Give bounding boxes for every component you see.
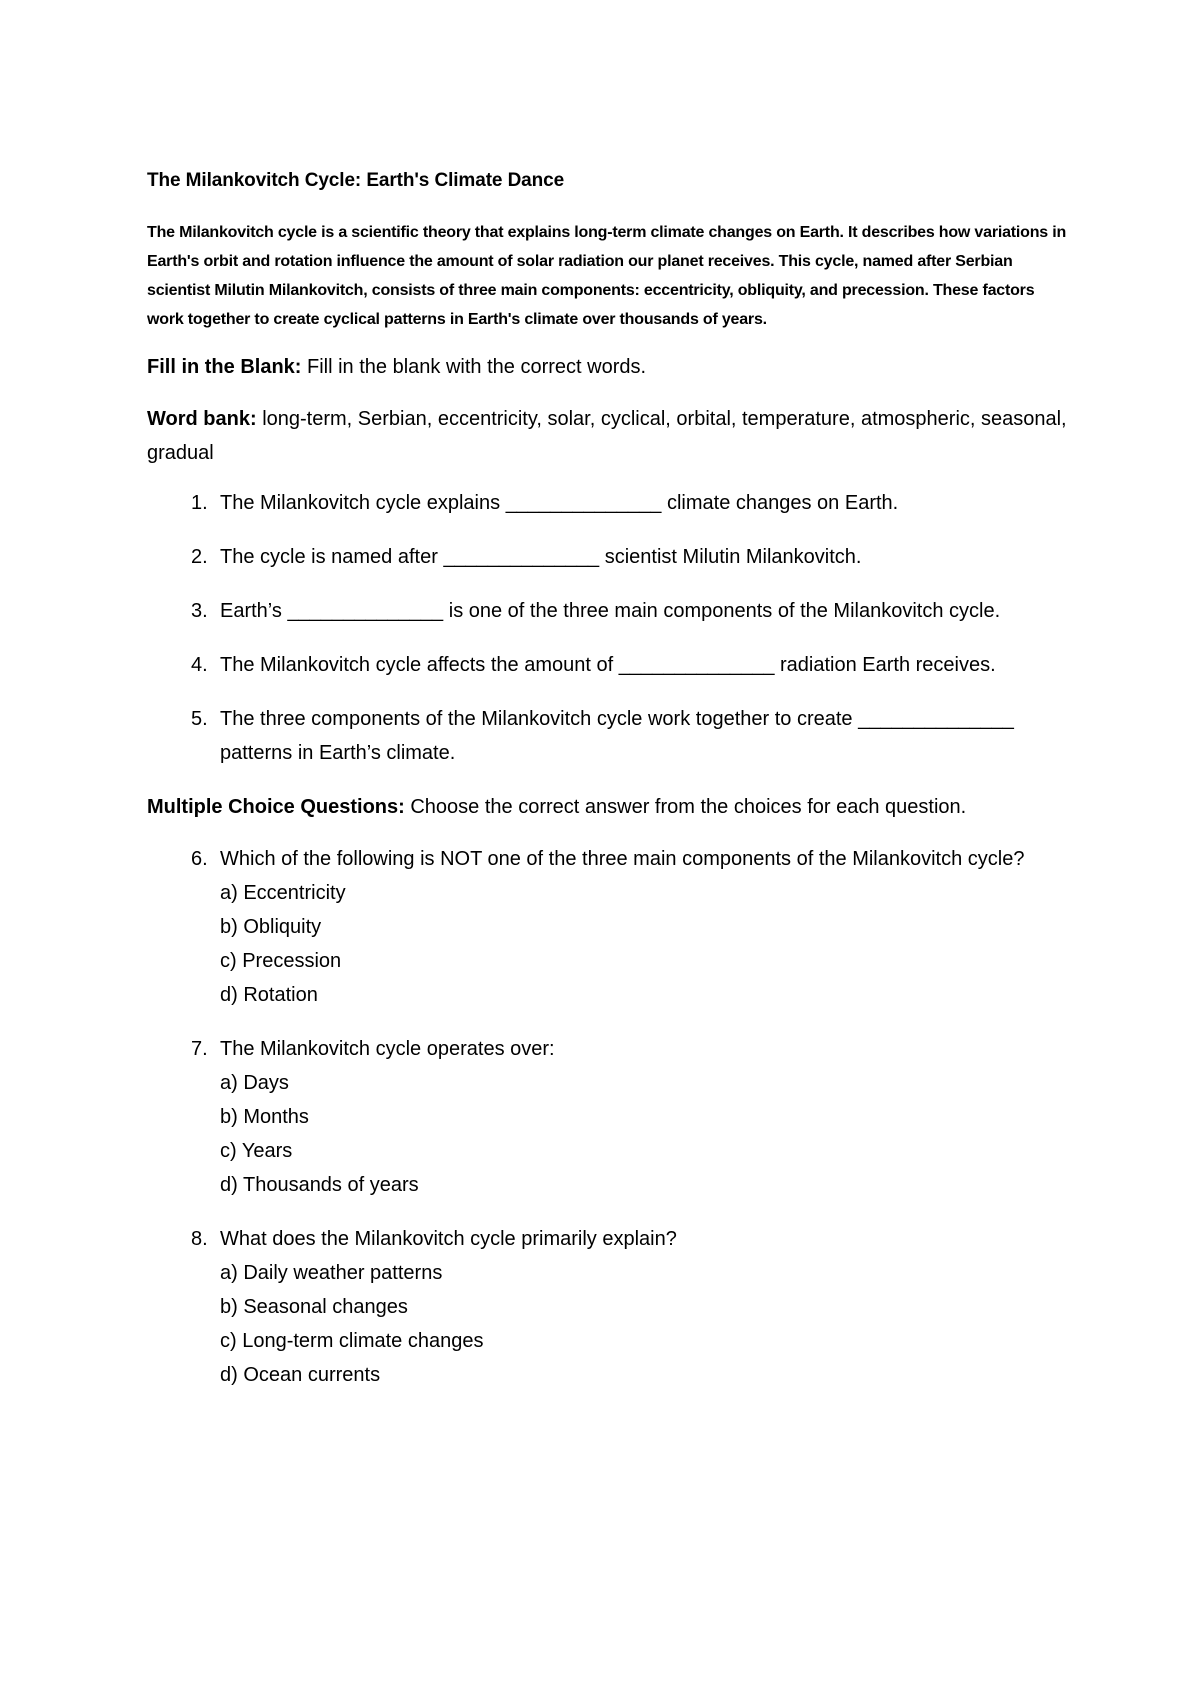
multiple-choice-heading <box>147 790 1067 824</box>
choice-d[interactable]: d) Rotation <box>220 984 318 1006</box>
question-text-after: is one of the three main components of the Milankovitch cycle. <box>443 600 1001 622</box>
choice-d[interactable]: d) Ocean currents <box>220 1364 381 1386</box>
choice-c[interactable]: c) Precession <box>220 950 342 972</box>
fill-in-question-2 <box>147 540 1067 574</box>
multiple-choice-heading-lead: Multiple Choice Questions: <box>147 796 405 818</box>
choice-b[interactable]: b) Obliquity <box>220 916 322 938</box>
answer-blank[interactable]: ______________ <box>618 654 775 676</box>
fill-in-question-list <box>147 486 1067 770</box>
question-text-before: The Milankovitch cycle explains <box>220 492 506 514</box>
question-text-before: Earth’s <box>220 600 288 622</box>
question-text: The Milankovitch cycle operates over: <box>220 1038 555 1060</box>
fill-in-heading-lead: Fill in the Blank: <box>147 356 302 378</box>
question-number: 8. <box>191 1228 208 1250</box>
fill-in-question-1 <box>147 486 1067 520</box>
question-text-before: The Milankovitch cycle affects the amount of <box>220 654 619 676</box>
multiple-choice-question-8 <box>147 1222 1067 1392</box>
choice-c[interactable]: c) Years <box>220 1140 293 1162</box>
multiple-choice-heading-rest: Choose the correct answer from the choices for each question. <box>404 796 967 818</box>
fill-in-heading <box>147 350 1067 384</box>
answer-blank[interactable]: ______________ <box>443 546 600 568</box>
multiple-choice-question-7 <box>147 1032 1067 1202</box>
question-number: 5. <box>191 708 208 730</box>
answer-blank[interactable]: ______________ <box>858 708 1014 730</box>
multiple-choice-question-list <box>147 842 1067 1392</box>
choice-a[interactable]: a) Days <box>220 1072 289 1094</box>
choice-b[interactable]: b) Seasonal changes <box>220 1296 408 1318</box>
question-number: 1. <box>191 492 208 514</box>
fill-in-question-3 <box>147 594 1067 628</box>
answer-blank[interactable]: ______________ <box>505 492 662 514</box>
document-title: The Milankovitch Cycle: Earth's Climate Dance <box>147 170 565 191</box>
question-text-after: scientist Milutin Milankovitch. <box>599 546 862 568</box>
fill-in-question-4 <box>147 648 1067 682</box>
question-text-after: patterns in Earth’s climate. <box>220 742 456 764</box>
question-number: 7. <box>191 1038 208 1060</box>
question-text: What does the Milankovitch cycle primarily explain? <box>220 1228 677 1250</box>
choice-b[interactable]: b) Months <box>220 1106 309 1128</box>
word-bank-words: long-term, Serbian, eccentricity, solar, cyclical, orbital, temperature, atmospheric, seasonal, gradual <box>147 408 1067 464</box>
choice-d[interactable]: d) Thousands of years <box>220 1174 419 1196</box>
question-number: 6. <box>191 848 208 870</box>
question-number: 4. <box>191 654 208 676</box>
fill-in-heading-rest: Fill in the blank with the correct words. <box>301 356 647 378</box>
question-text-after: climate changes on Earth. <box>661 492 899 514</box>
question-text: Which of the following is NOT one of the three main components of the Milankovitch cycle? <box>220 848 1025 870</box>
choice-a[interactable]: a) Daily weather patterns <box>220 1262 443 1284</box>
fill-in-question-5 <box>147 702 1067 770</box>
word-bank-lead: Word bank: <box>147 408 257 430</box>
document-content <box>147 168 1067 1412</box>
multiple-choice-question-6 <box>147 842 1067 1012</box>
answer-blank[interactable]: ______________ <box>287 600 444 622</box>
question-text-before: The three components of the Milankovitch cycle work together to create <box>220 708 859 730</box>
intro-paragraph: The Milankovitch cycle is a scientific theory that explains long-term climate changes on Earth. It describes how variations in Earth's orbit and rotation influence the amount of solar radiation our planet receives. This cycle, named after Serbian scientist Milutin Milankovitch, consists of three main components: eccentricity, obliquity, and precession. These factors work together to create cyclical patterns in Earth's climate over thousands of years. <box>147 224 1067 328</box>
question-number: 3. <box>191 600 208 622</box>
question-text-after: radiation Earth receives. <box>774 654 996 676</box>
word-bank <box>147 402 1067 470</box>
choice-c[interactable]: c) Long-term climate changes <box>220 1330 484 1352</box>
choice-a[interactable]: a) Eccentricity <box>220 882 346 904</box>
question-text-before: The cycle is named after <box>220 546 444 568</box>
question-number: 2. <box>191 546 208 568</box>
